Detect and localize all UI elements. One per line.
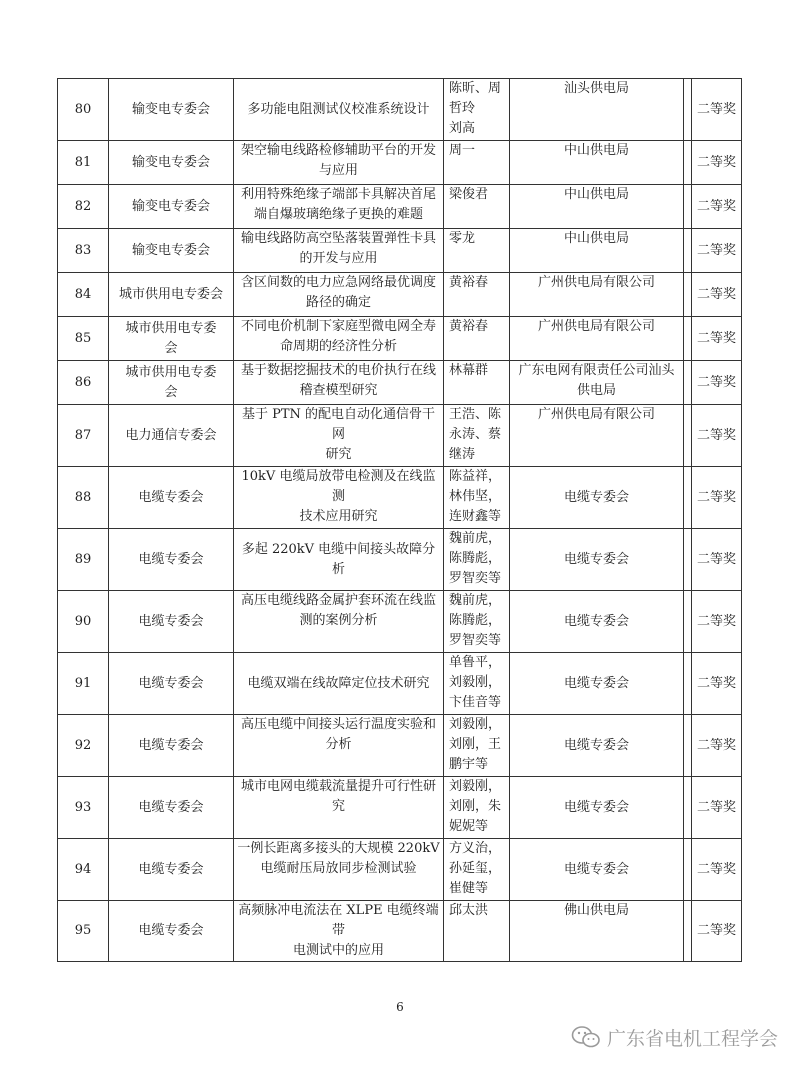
cell-unit: 中山供电局	[510, 229, 684, 273]
cell-authors	[444, 79, 510, 141]
cell-award: 二等奖	[692, 405, 742, 467]
author-line: 罗智奕等	[449, 633, 502, 648]
cell-authors	[444, 273, 510, 317]
cell-unit: 佛山供电局	[510, 901, 684, 962]
author-line: 魏前虎，	[449, 531, 502, 546]
cell-title	[234, 777, 444, 839]
title-line: 分析	[325, 737, 352, 752]
title-line: 稽查模型研究	[299, 383, 378, 398]
title-line: 含区间数的电力应急网络最优调度	[240, 275, 436, 290]
author-line: 崔健等	[449, 881, 489, 896]
cell-number: 82	[58, 185, 109, 229]
cell-unit: 电缆专委会	[510, 591, 684, 653]
cell-committee: 城市供用电专委会	[109, 273, 234, 317]
table-row	[58, 591, 742, 653]
title-line: 输电线路防高空坠落装置弹性卡具	[240, 231, 436, 246]
cell-title	[234, 405, 444, 467]
cell-authors	[444, 361, 510, 405]
title-line: 究	[331, 799, 345, 814]
table-row	[58, 715, 742, 777]
cell-number: 80	[58, 79, 109, 141]
cell-award: 二等奖	[692, 839, 742, 901]
title-line: 高压电缆中间接头运行温度实验和	[240, 717, 436, 732]
cell-blank	[684, 317, 692, 361]
author-line: 妮妮等	[449, 819, 489, 834]
title-line: 架空输电线路检修辅助平台的开发	[240, 143, 436, 158]
author-line: 刘毅刚，	[449, 779, 502, 794]
cell-blank	[684, 839, 692, 901]
cell-number: 87	[58, 405, 109, 467]
cell-authors	[444, 839, 510, 901]
table-row	[58, 273, 742, 317]
cell-committee: 电缆专委会	[109, 467, 234, 529]
cell-number: 88	[58, 467, 109, 529]
cell-title	[234, 901, 444, 962]
cell-blank	[684, 273, 692, 317]
title-line: 利用特殊绝缘子端部卡具解决首尾	[240, 187, 436, 202]
cell-title	[234, 317, 444, 361]
author-line: 刘毅刚，	[449, 675, 502, 690]
title-line: 高频脉冲电流法在 XLPE 电缆终端带	[238, 903, 439, 938]
author-line: 周一	[449, 143, 476, 158]
cell-blank	[684, 529, 692, 591]
cell-committee: 城市供用电专委 会	[109, 361, 234, 405]
cell-title	[234, 653, 444, 715]
title-line: 基于数据挖掘技术的电价执行在线	[240, 363, 436, 378]
author-line: 魏前虎，	[449, 593, 502, 608]
cell-blank	[684, 185, 692, 229]
cell-award: 二等奖	[692, 273, 742, 317]
cell-committee: 电缆专委会	[109, 529, 234, 591]
title-line: 与应用	[318, 163, 358, 178]
title-line: 技术应用研究	[299, 509, 378, 524]
cell-authors	[444, 141, 510, 185]
cell-committee: 输变电专委会	[109, 141, 234, 185]
author-line: 永涛、蔡	[449, 427, 502, 442]
cell-award: 二等奖	[692, 529, 742, 591]
cell-blank	[684, 777, 692, 839]
table-body	[58, 79, 742, 962]
cell-blank	[684, 715, 692, 777]
watermark-text: 广东省电机工程学会	[606, 1027, 778, 1050]
awards-table-wrap	[57, 78, 741, 962]
cell-blank	[684, 361, 692, 405]
cell-title	[234, 229, 444, 273]
cell-number: 93	[58, 777, 109, 839]
cell-authors	[444, 185, 510, 229]
cell-committee: 输变电专委会	[109, 185, 234, 229]
author-line: 卞佳音等	[449, 695, 502, 710]
cell-number: 92	[58, 715, 109, 777]
cell-award: 二等奖	[692, 141, 742, 185]
cell-authors	[444, 777, 510, 839]
author-line: 刘高	[449, 121, 476, 136]
cell-award: 二等奖	[692, 185, 742, 229]
table-row	[58, 361, 742, 405]
author-line: 王浩、陈	[449, 407, 502, 422]
author-line: 继涛	[449, 447, 476, 462]
title-line: 电缆耐压局放同步检测试验	[260, 861, 417, 876]
cell-blank	[684, 79, 692, 141]
cell-number: 84	[58, 273, 109, 317]
table-row	[58, 317, 742, 361]
cell-number: 95	[58, 901, 109, 962]
cell-title	[234, 185, 444, 229]
cell-award: 二等奖	[692, 653, 742, 715]
title-line: 路径的确定	[305, 295, 371, 310]
cell-unit: 汕头供电局	[510, 79, 684, 141]
cell-number: 85	[58, 317, 109, 361]
cell-award: 二等奖	[692, 79, 742, 141]
title-line: 端自爆玻璃绝缘子更换的难题	[253, 207, 423, 222]
cell-unit: 广州供电局有限公司	[510, 405, 684, 467]
table-row	[58, 141, 742, 185]
title-line: 命周期的经济性分析	[279, 339, 397, 354]
cell-title	[234, 361, 444, 405]
author-line: 罗智奕等	[449, 571, 502, 586]
cell-title	[234, 715, 444, 777]
table-row	[58, 467, 742, 529]
cell-number: 90	[58, 591, 109, 653]
author-line: 哲玲	[449, 101, 476, 116]
title-line: 基于 PTN 的配电自动化通信骨干网	[241, 407, 436, 442]
table-row	[58, 777, 742, 839]
title-line: 电测试中的应用	[292, 943, 384, 958]
cell-committee: 电缆专委会	[109, 591, 234, 653]
cell-title	[234, 141, 444, 185]
cell-number: 94	[58, 839, 109, 901]
cell-number: 81	[58, 141, 109, 185]
author-line: 陈益祥，	[449, 469, 502, 484]
table-row	[58, 529, 742, 591]
cell-blank	[684, 467, 692, 529]
awards-table	[57, 78, 742, 962]
cell-blank	[684, 141, 692, 185]
cell-committee: 电缆专委会	[109, 715, 234, 777]
watermark	[571, 1022, 778, 1052]
cell-authors	[444, 591, 510, 653]
cell-committee: 电缆专委会	[109, 839, 234, 901]
cell-blank	[684, 405, 692, 467]
title-line: 测的案例分析	[299, 613, 378, 628]
cell-committee: 电缆专委会	[109, 777, 234, 839]
cell-unit: 广州供电局有限公司	[510, 317, 684, 361]
author-line: 连财鑫等	[449, 509, 502, 524]
cell-authors	[444, 901, 510, 962]
author-line: 单鲁平，	[449, 655, 502, 670]
cell-authors	[444, 229, 510, 273]
cell-unit: 中山供电局	[510, 185, 684, 229]
cell-award: 二等奖	[692, 777, 742, 839]
cell-number: 91	[58, 653, 109, 715]
cell-award: 二等奖	[692, 591, 742, 653]
cell-unit: 电缆专委会	[510, 467, 684, 529]
table-row	[58, 839, 742, 901]
cell-number: 83	[58, 229, 109, 273]
wechat-icon	[571, 1025, 601, 1049]
cell-award: 二等奖	[692, 901, 742, 962]
cell-authors	[444, 653, 510, 715]
cell-authors	[444, 317, 510, 361]
title-line: 10kV 电缆局放带电检测及在线监测	[241, 469, 436, 504]
author-line: 零龙	[449, 231, 476, 246]
cell-title	[234, 529, 444, 591]
cell-committee: 电力通信专委会	[109, 405, 234, 467]
table-row	[58, 653, 742, 715]
cell-blank	[684, 229, 692, 273]
author-line: 刘刚，王	[449, 737, 502, 752]
cell-unit: 电缆专委会	[510, 715, 684, 777]
title-line: 城市电网电缆载流量提升可行性研	[240, 779, 436, 794]
author-line: 刘毅刚，	[449, 717, 502, 732]
cell-award: 二等奖	[692, 317, 742, 361]
cell-committee: 城市供用电专委 会	[109, 317, 234, 361]
cell-award: 二等奖	[692, 229, 742, 273]
cell-number: 86	[58, 361, 109, 405]
cell-authors	[444, 529, 510, 591]
author-line: 方义治，	[449, 841, 502, 856]
author-line: 梁俊君	[449, 187, 489, 202]
cell-award: 二等奖	[692, 467, 742, 529]
cell-blank	[684, 901, 692, 962]
author-line: 陈腾彪，	[449, 613, 502, 628]
cell-award: 二等奖	[692, 715, 742, 777]
cell-title	[234, 79, 444, 141]
cell-authors	[444, 405, 510, 467]
cell-authors	[444, 467, 510, 529]
cell-title	[234, 273, 444, 317]
cell-blank	[684, 591, 692, 653]
cell-unit: 中山供电局	[510, 141, 684, 185]
author-line: 林幕群	[449, 363, 489, 378]
title-line: 研究	[325, 447, 352, 462]
title-line: 电缆双端在线故障定位技术研究	[247, 675, 430, 691]
table-row	[58, 405, 742, 467]
cell-unit: 广东电网有限责任公司汕头 供电局	[510, 361, 684, 405]
cell-committee: 输变电专委会	[109, 229, 234, 273]
cell-committee: 电缆专委会	[109, 901, 234, 962]
title-line: 的开发与应用	[299, 251, 378, 266]
cell-title	[234, 467, 444, 529]
author-line: 孙延玺，	[449, 861, 502, 876]
cell-title	[234, 591, 444, 653]
author-line: 陈昕、周	[449, 81, 502, 96]
author-line: 黄裕春	[449, 275, 489, 290]
cell-title	[234, 839, 444, 901]
cell-committee: 输变电专委会	[109, 79, 234, 141]
title-line: 多功能电阻测试仪校准系统设计	[247, 101, 430, 117]
cell-blank	[684, 653, 692, 715]
page-number: 6	[396, 1000, 404, 1014]
cell-unit: 广州供电局有限公司	[510, 273, 684, 317]
cell-award: 二等奖	[692, 361, 742, 405]
table-row	[58, 185, 742, 229]
title-line: 一例长距离多接头的大规模 220kV	[237, 841, 440, 856]
table-row	[58, 901, 742, 962]
author-line: 陈腾彪，	[449, 551, 502, 566]
author-line: 刘刚，朱	[449, 799, 502, 814]
author-line: 邱太洪	[449, 903, 489, 918]
table-row	[58, 229, 742, 273]
author-line: 林伟坚，	[449, 489, 502, 504]
cell-number: 89	[58, 529, 109, 591]
cell-committee: 电缆专委会	[109, 653, 234, 715]
author-line: 鹏宇等	[449, 757, 489, 772]
table-row	[58, 79, 742, 141]
cell-unit: 电缆专委会	[510, 529, 684, 591]
cell-authors	[444, 715, 510, 777]
cell-unit: 电缆专委会	[510, 653, 684, 715]
title-line: 多起 220kV 电缆中间接头故障分析	[241, 541, 436, 577]
title-line: 不同电价机制下家庭型微电网全寿	[240, 319, 436, 334]
cell-unit: 电缆专委会	[510, 777, 684, 839]
cell-unit: 电缆专委会	[510, 839, 684, 901]
author-line: 黄裕春	[449, 319, 489, 334]
title-line: 高压电缆线路金属护套环流在线监	[240, 593, 436, 608]
